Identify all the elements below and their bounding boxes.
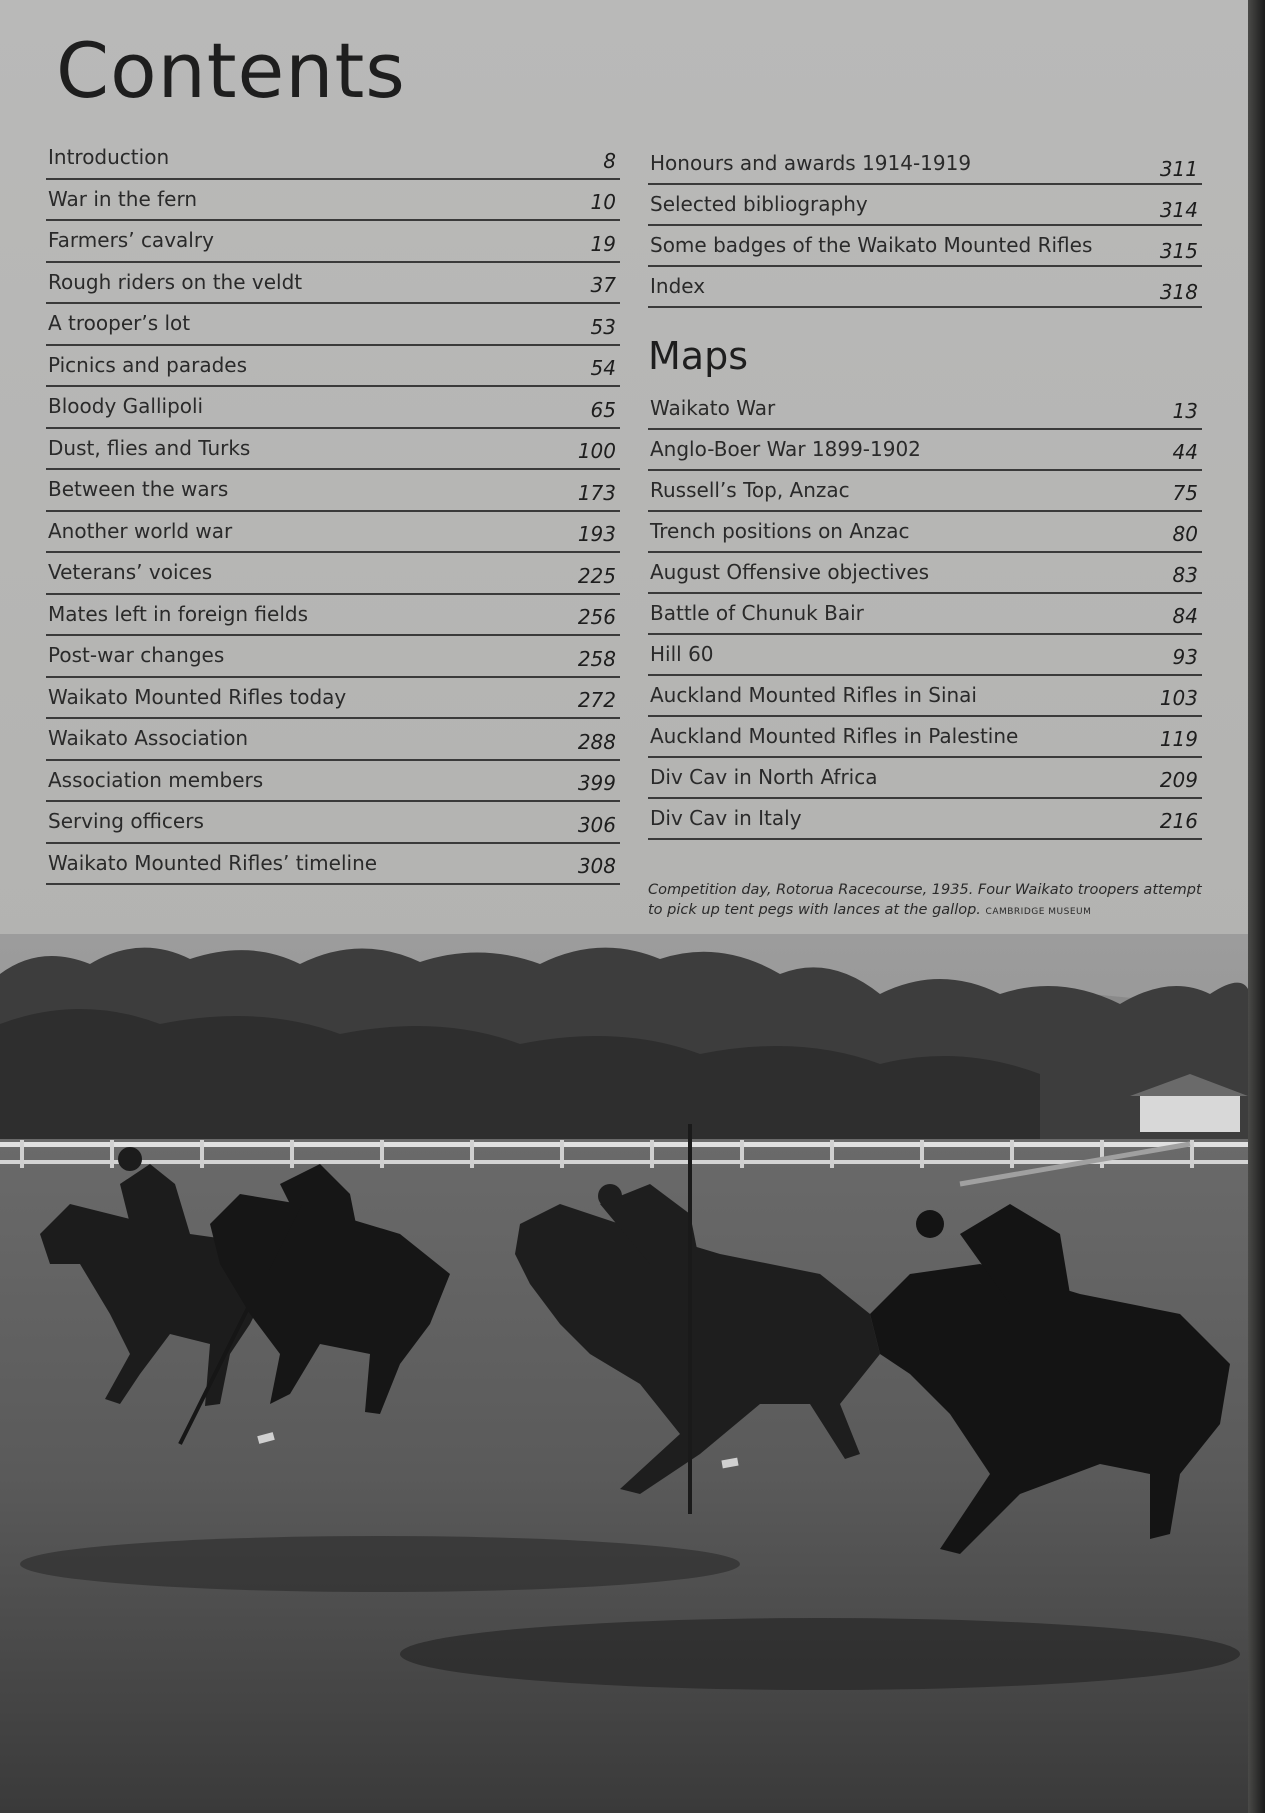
toc-entry-page: 173 bbox=[577, 480, 616, 505]
toc-entry-title: Mates left in foreign fields bbox=[48, 601, 308, 626]
toc-entry-page: 10 bbox=[590, 190, 616, 214]
toc-entry-page: 193 bbox=[577, 522, 616, 546]
map-entry bbox=[648, 636, 1202, 676]
toc-entry-page: 8 bbox=[603, 148, 616, 173]
toc-entry bbox=[46, 305, 620, 346]
page-title: Contents bbox=[56, 26, 406, 115]
toc-entry-page: 306 bbox=[577, 812, 616, 837]
toc-entry-page: 314 bbox=[1159, 198, 1198, 222]
map-entry-page: 103 bbox=[1159, 686, 1198, 710]
caption-credit: CAMBRIDGE MUSEUM bbox=[985, 907, 1092, 917]
toc-entry bbox=[46, 554, 620, 595]
photo-caption bbox=[648, 880, 1208, 922]
map-entry bbox=[648, 677, 1202, 717]
toc-entry-page: 288 bbox=[577, 729, 616, 754]
toc-entry bbox=[648, 227, 1202, 267]
map-entry bbox=[648, 431, 1202, 471]
toc-entry-page: 315 bbox=[1159, 239, 1198, 263]
maps-heading: Maps bbox=[648, 334, 748, 378]
toc-entry-title: Waikato Association bbox=[48, 726, 249, 750]
toc-entry-page: 19 bbox=[590, 231, 616, 256]
toc-entry-title: Rough riders on the veldt bbox=[48, 269, 303, 294]
toc-entry-page: 399 bbox=[577, 771, 616, 795]
map-entry-page: 13 bbox=[1172, 399, 1198, 423]
map-entry-page: 216 bbox=[1159, 809, 1198, 833]
toc-entry-page: 318 bbox=[1159, 280, 1198, 304]
toc-entry-title: Association members bbox=[48, 767, 264, 792]
toc-entry-page: 37 bbox=[590, 273, 616, 297]
maps-list bbox=[648, 390, 1202, 841]
toc-entry-title: Another world war bbox=[48, 518, 233, 543]
contents-list bbox=[46, 139, 620, 886]
toc-entry bbox=[46, 720, 620, 761]
map-entry-page: 75 bbox=[1172, 481, 1198, 505]
map-entry-title: Auckland Mounted Rifles in Palestine bbox=[650, 724, 1019, 748]
toc-entry-title: Dust, flies and Turks bbox=[48, 435, 251, 460]
toc-entry bbox=[46, 637, 620, 678]
map-entry-page: 80 bbox=[1172, 522, 1198, 546]
map-entry-page: 93 bbox=[1172, 645, 1198, 669]
toc-entry bbox=[46, 430, 620, 471]
toc-entry-title: Some badges of the Waikato Mounted Rifles bbox=[650, 233, 1093, 257]
map-entry-title: Div Cav in Italy bbox=[650, 806, 802, 830]
toc-entry bbox=[46, 845, 620, 886]
map-entry-page: 44 bbox=[1172, 440, 1198, 464]
toc-entry-title: War in the fern bbox=[48, 186, 197, 211]
map-entry-page: 209 bbox=[1159, 768, 1198, 792]
page-edge bbox=[1248, 0, 1265, 1813]
map-entry bbox=[648, 759, 1202, 799]
toc-entry bbox=[46, 471, 620, 512]
map-entry-title: Waikato War bbox=[650, 396, 776, 420]
toc-entry-title: Post-war changes bbox=[48, 643, 225, 667]
map-entry-title: Hill 60 bbox=[650, 642, 714, 666]
map-entry-title: Russell’s Top, Anzac bbox=[650, 478, 850, 502]
toc-entry bbox=[46, 347, 620, 388]
toc-entry-title: Between the wars bbox=[48, 477, 229, 501]
toc-entry bbox=[648, 186, 1202, 226]
toc-entry-page: 258 bbox=[577, 646, 616, 671]
toc-entry-page: 100 bbox=[577, 439, 616, 463]
racecourse-photo bbox=[0, 934, 1248, 1813]
toc-entry-page: 272 bbox=[577, 688, 616, 712]
toc-entry-page: 256 bbox=[577, 605, 616, 629]
toc-entry bbox=[46, 513, 620, 554]
map-entry bbox=[648, 472, 1202, 512]
toc-entry-page: 65 bbox=[590, 397, 616, 422]
toc-entry-page: 311 bbox=[1159, 157, 1198, 181]
toc-entry-page: 225 bbox=[577, 563, 616, 588]
map-entry bbox=[648, 390, 1202, 430]
toc-entry-title: Veterans’ voices bbox=[48, 560, 213, 584]
toc-entry bbox=[46, 679, 620, 720]
toc-entry-title: Serving officers bbox=[48, 809, 204, 833]
toc-entry-page: 54 bbox=[590, 356, 616, 380]
toc-entry-title: Index bbox=[650, 274, 706, 298]
toc-entry bbox=[46, 762, 620, 803]
map-entry-title: August Offensive objectives bbox=[650, 560, 930, 584]
toc-entry-title: Introduction bbox=[48, 145, 170, 169]
toc-entry bbox=[46, 264, 620, 305]
toc-entry bbox=[648, 268, 1202, 308]
toc-entry-title: Picnics and parades bbox=[48, 352, 248, 377]
map-entry bbox=[648, 513, 1202, 553]
toc-entry-title: Farmers’ cavalry bbox=[48, 228, 214, 252]
toc-entry-title: A trooper’s lot bbox=[48, 311, 191, 335]
toc-entry-title: Waikato Mounted Rifles’ timeline bbox=[48, 850, 378, 875]
toc-entry-title: Waikato Mounted Rifles today bbox=[48, 684, 347, 709]
toc-entry bbox=[46, 222, 620, 263]
map-entry-page: 84 bbox=[1172, 604, 1198, 628]
map-entry-page: 119 bbox=[1159, 727, 1198, 751]
toc-entry-title: Selected bibliography bbox=[650, 192, 868, 216]
map-entry-title: Div Cav in North Africa bbox=[650, 765, 878, 789]
toc-entry bbox=[648, 145, 1202, 185]
toc-entry bbox=[46, 596, 620, 637]
map-entry bbox=[648, 800, 1202, 840]
caption-text: Competition day, Rotorua Racecourse, 1935. Four Waikato troopers attempt to pick up tent pegs with lances at the gallop. bbox=[648, 882, 1202, 918]
map-entry-title: Anglo-Boer War 1899-1902 bbox=[650, 437, 921, 461]
map-entry bbox=[648, 718, 1202, 758]
map-entry-page: 83 bbox=[1172, 563, 1198, 587]
toc-entry-page: 53 bbox=[590, 314, 616, 339]
toc-entry bbox=[46, 181, 620, 222]
toc-entry bbox=[46, 139, 620, 180]
map-entry-title: Trench positions on Anzac bbox=[650, 519, 910, 543]
toc-entry bbox=[46, 388, 620, 429]
toc-entry bbox=[46, 803, 620, 844]
map-entry bbox=[648, 554, 1202, 594]
map-entry-title: Auckland Mounted Rifles in Sinai bbox=[650, 683, 977, 707]
back-matter-list bbox=[648, 145, 1202, 309]
map-entry bbox=[648, 595, 1202, 635]
map-entry-title: Battle of Chunuk Bair bbox=[650, 601, 864, 625]
toc-entry-title: Bloody Gallipoli bbox=[48, 394, 204, 418]
toc-entry-page: 308 bbox=[577, 854, 616, 878]
toc-entry-title: Honours and awards 1914-1919 bbox=[650, 151, 972, 175]
